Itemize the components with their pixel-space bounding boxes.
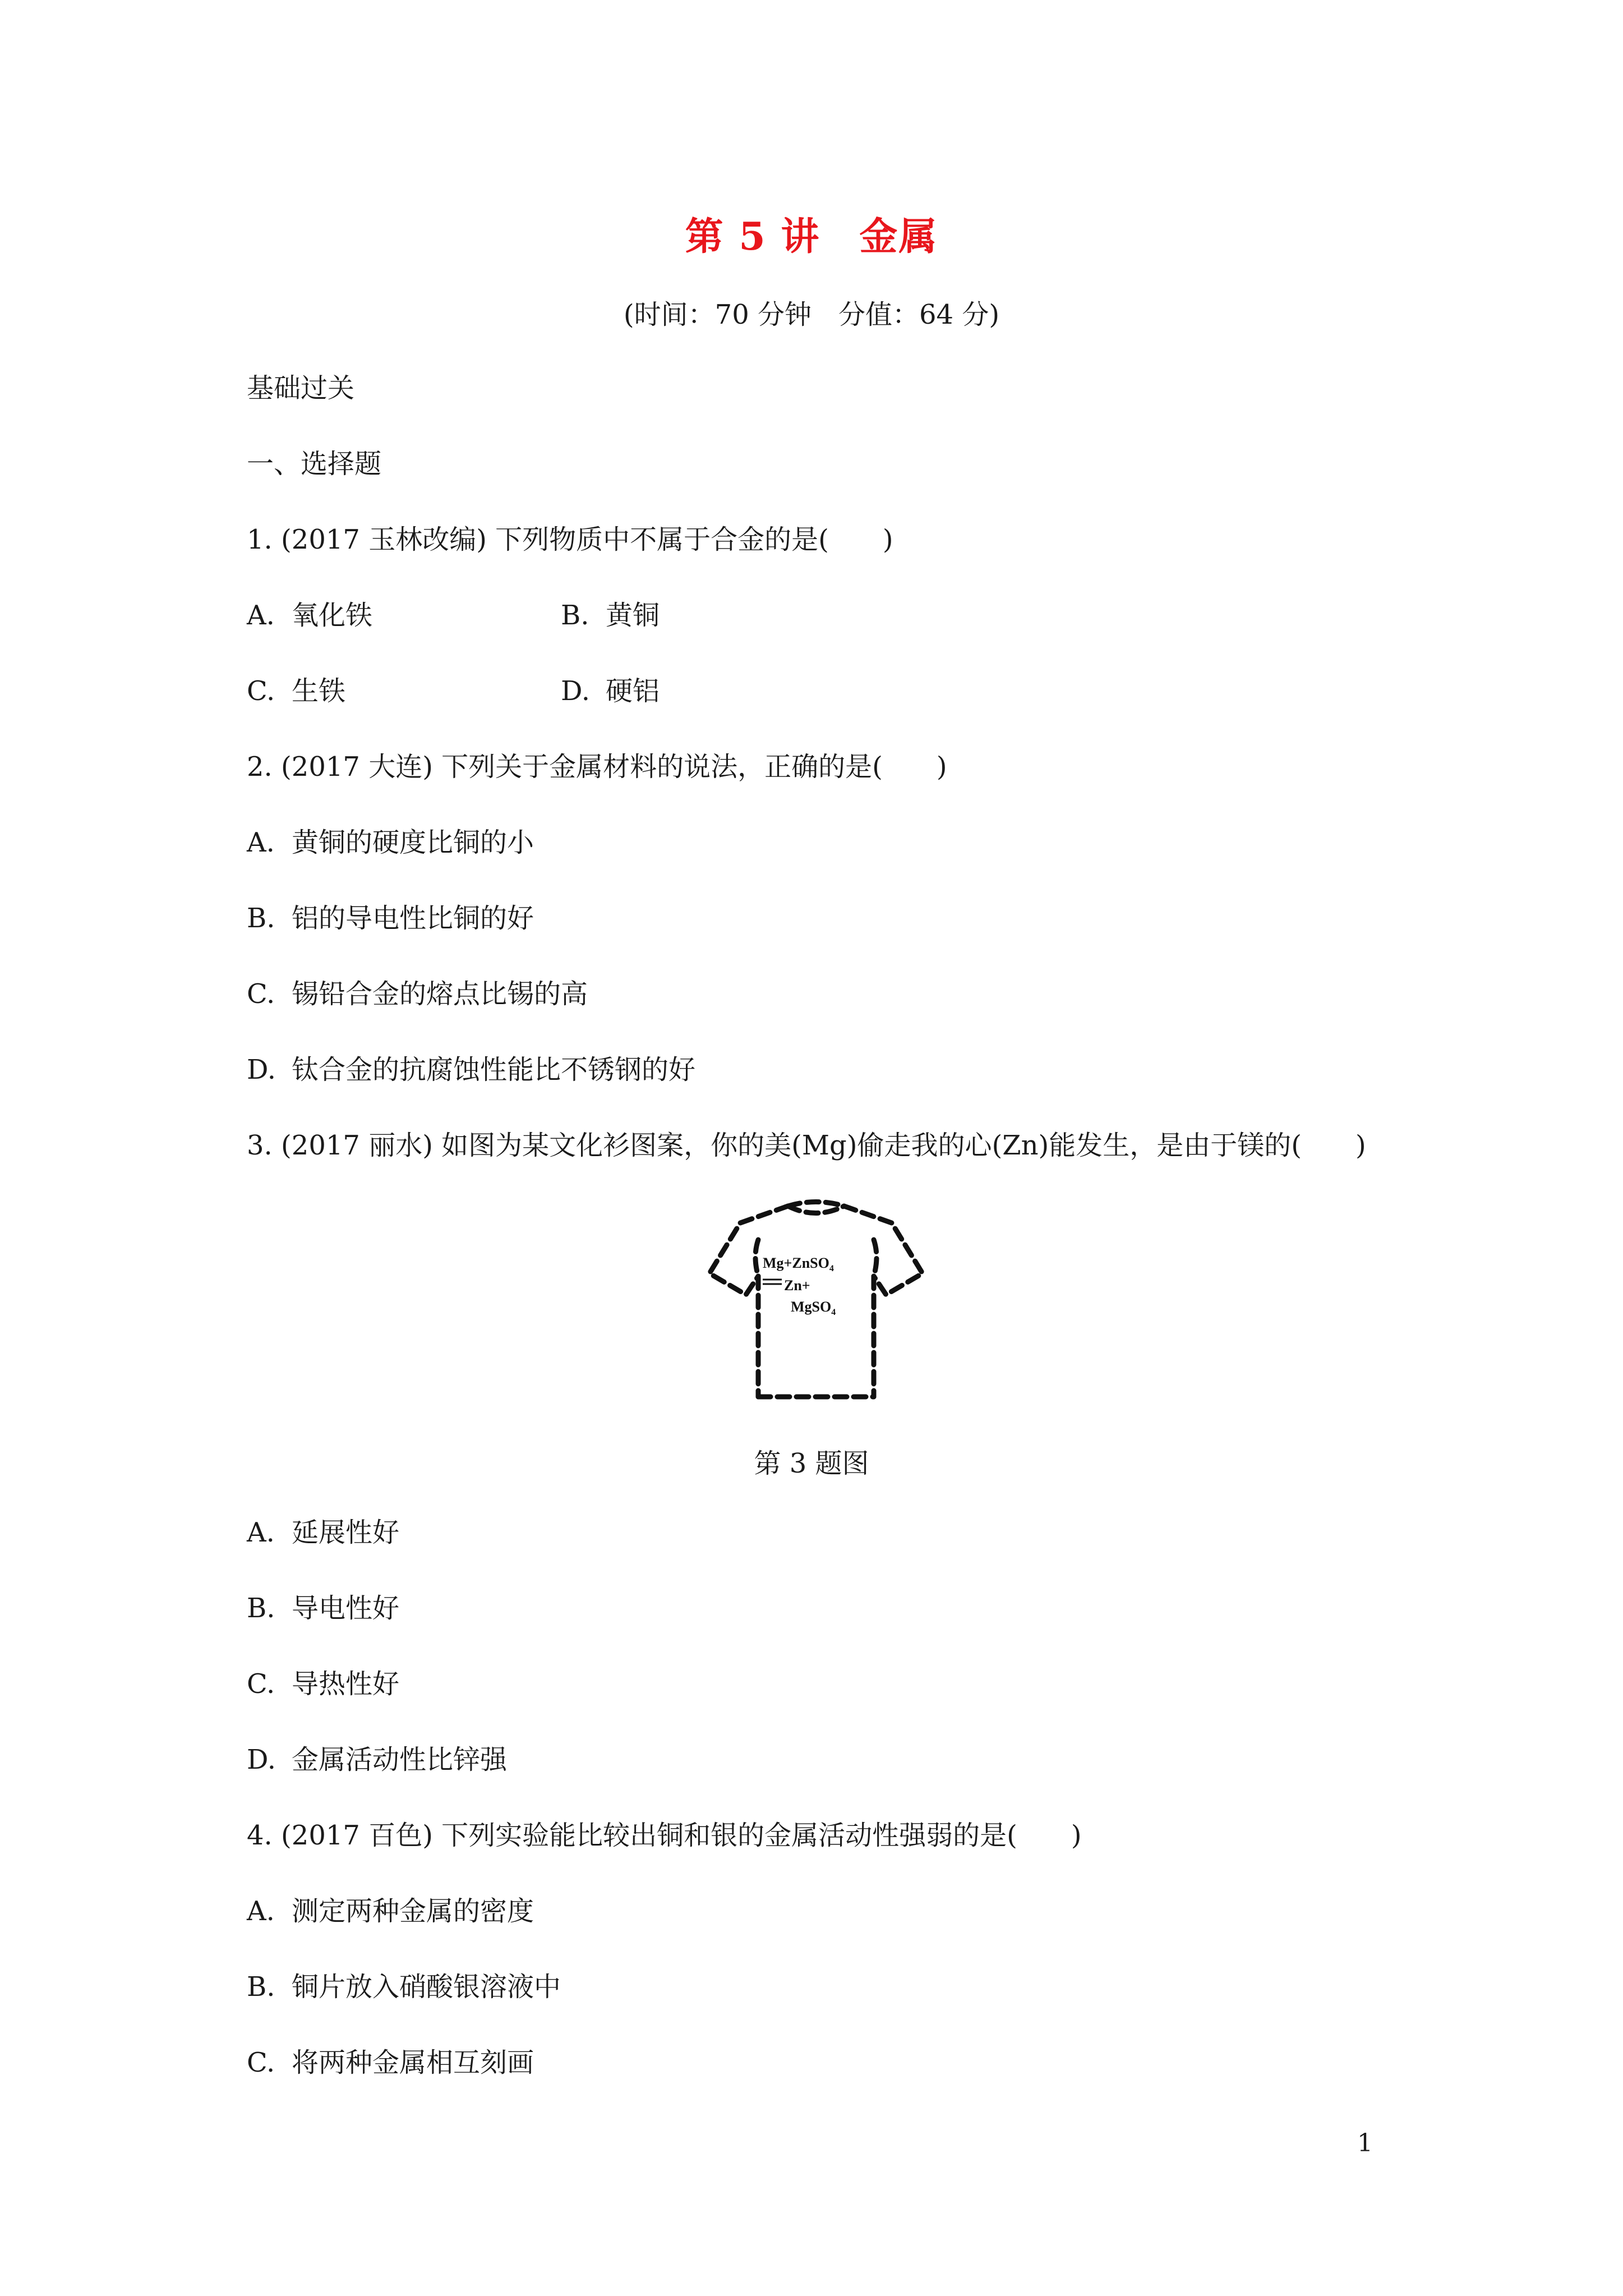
option-letter: D. (247, 1054, 276, 1085)
question-1-options-row-2 (247, 673, 660, 709)
question-2-option-b (247, 900, 534, 936)
double-bar-sign (763, 1280, 782, 1284)
option-text: 测定两种金属的密度 (292, 1895, 534, 1927)
question-1-option-c (247, 675, 345, 707)
t-shirt-figure (707, 1195, 925, 1402)
option-letter: C. (247, 675, 275, 707)
option-text: 金属活动性比锌强 (292, 1744, 508, 1775)
option-text: 导热性好 (292, 1668, 400, 1700)
option-text: 锡铅合金的熔点比锡的高 (292, 978, 588, 1010)
question-3-option-a (247, 1515, 399, 1550)
figure-caption: 第 3 题图 (754, 1448, 869, 1479)
question-3-option-b (247, 1590, 399, 1626)
question-1-option-d (561, 673, 660, 709)
equation-line-2: Zn+ (784, 1277, 810, 1294)
page-number: 1 (1357, 2129, 1373, 2157)
option-text: 生铁 (292, 675, 346, 707)
option-text: 黄铜 (606, 600, 660, 631)
question-3-option-d (247, 1742, 507, 1778)
option-text: 将两种金属相互刻画 (292, 2047, 534, 2078)
option-letter: C. (247, 1668, 275, 1700)
page-subtitle: (时间：70 分钟 分值：64 分) (623, 299, 1000, 330)
option-text: 硬铝 (606, 675, 660, 707)
section-label: 基础过关 (247, 372, 355, 404)
option-letter: A. (247, 600, 275, 631)
question-3-option-c (247, 1666, 399, 1702)
option-letter: C. (247, 978, 275, 1010)
page-title: 第 5 讲 金属 (685, 214, 938, 259)
equation-line-1: Mg+ZnSO$_4$ (763, 1255, 834, 1273)
question-1-option-b (561, 597, 660, 633)
option-letter: B. (561, 600, 589, 631)
question-2-option-c (247, 976, 588, 1012)
option-letter: C. (247, 2047, 275, 2078)
option-letter: A. (247, 1517, 275, 1548)
question-2-option-a (247, 825, 534, 861)
option-text: 铝的导电性比铜的好 (292, 903, 534, 934)
option-letter: A. (247, 827, 275, 858)
option-text: 黄铜的硬度比铜的小 (292, 827, 534, 858)
question-1-option-a (247, 600, 372, 631)
option-letter: B. (247, 1971, 275, 2003)
question-4-option-c (247, 2045, 534, 2081)
option-text: 钛合金的抗腐蚀性能比不锈钢的好 (292, 1054, 696, 1085)
equation-line-3: MgSO$_4$ (791, 1299, 836, 1317)
option-text: 导电性好 (292, 1593, 400, 1624)
part-heading: 一、选择题 (247, 448, 382, 480)
question-4-option-a (247, 1893, 534, 1929)
option-letter: D. (561, 675, 591, 707)
question-2-option-d (247, 1052, 695, 1088)
option-letter: B. (247, 903, 275, 934)
option-letter: B. (247, 1593, 275, 1624)
question-4-stem: 4. (2017 百色) 下列实验能比较出铜和银的金属活动性强弱的是( ) (247, 1820, 1082, 1851)
option-letter: A. (247, 1895, 275, 1927)
question-1-options-row-1 (247, 597, 660, 633)
t-shirt-icon (707, 1195, 925, 1402)
question-1-stem: 1. (2017 玉林改编) 下列物质中不属于合金的是( ) (247, 524, 893, 555)
option-text: 氧化铁 (292, 600, 373, 631)
question-4-option-b (247, 1969, 561, 2005)
option-text: 延展性好 (292, 1517, 400, 1548)
option-text: 铜片放入硝酸银溶液中 (292, 1971, 561, 2003)
question-2-stem: 2. (2017 大连) 下列关于金属材料的说法，正确的是( ) (247, 751, 947, 783)
question-3-stem: 3. (2017 丽水) 如图为某文化衫图案，你的美(Mg)偷走我的心(Zn)能发生，是由于镁的( ) (247, 1130, 1366, 1161)
option-letter: D. (247, 1744, 276, 1775)
